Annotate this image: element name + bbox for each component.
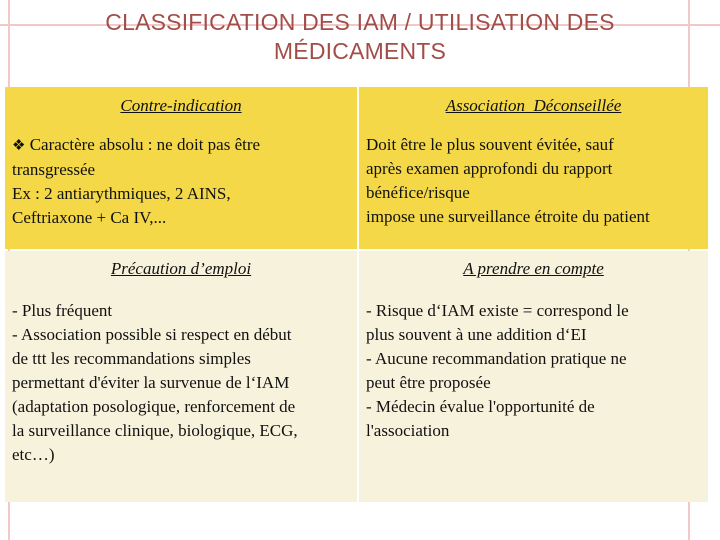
slide-title: CLASSIFICATION DES IAM / UTILISATION DES MÉDICAMENTS [105, 9, 615, 64]
cell-precaution-emploi [5, 251, 357, 502]
text-contre-indication [12, 133, 350, 230]
cell-contre-indication [5, 87, 357, 249]
text-association-deconseillee: Doit être le plus souvent évitée, sauf après examen approfondi du rapport bénéfice/risque impose une surveillance étroite du patient [366, 135, 650, 226]
text-precaution-emploi: - Plus fréquent - Association possible si respect en début de ttt les recommandations simples permettant d'éviter la survenue de l‘IAM (adaptation posologique, renforcement de la surveillance clinique, biologique, ECG, etc…) [12, 301, 298, 464]
cell-a-prendre-en-compte [359, 251, 708, 502]
heading-contre-indication: Contre-indication [120, 96, 242, 115]
text-contre-indication-content: Caractère absolu : ne doit pas être transgressée Ex : 2 antiarythmiques, 2 AINS, Ceftriaxone + Ca IV,... [12, 135, 261, 227]
heading-precaution-emploi: Précaution d’emploi [110, 259, 252, 278]
heading-a-prendre-en-compte: A prendre en compte [463, 259, 604, 278]
text-a-prendre-en-compte: - Risque d‘IAM existe = correspond le plus souvent à une addition d‘EI - Aucune recommandation pratique ne peut être proposée - Médecin évalue l'opportunité de l'association [366, 301, 629, 440]
diamond-bullet-icon: ❖ [12, 138, 26, 154]
heading-association-deconseillee: Association Déconseillée [445, 96, 622, 115]
classification-table [5, 87, 708, 502]
cell-association-deconseillee [359, 87, 708, 249]
